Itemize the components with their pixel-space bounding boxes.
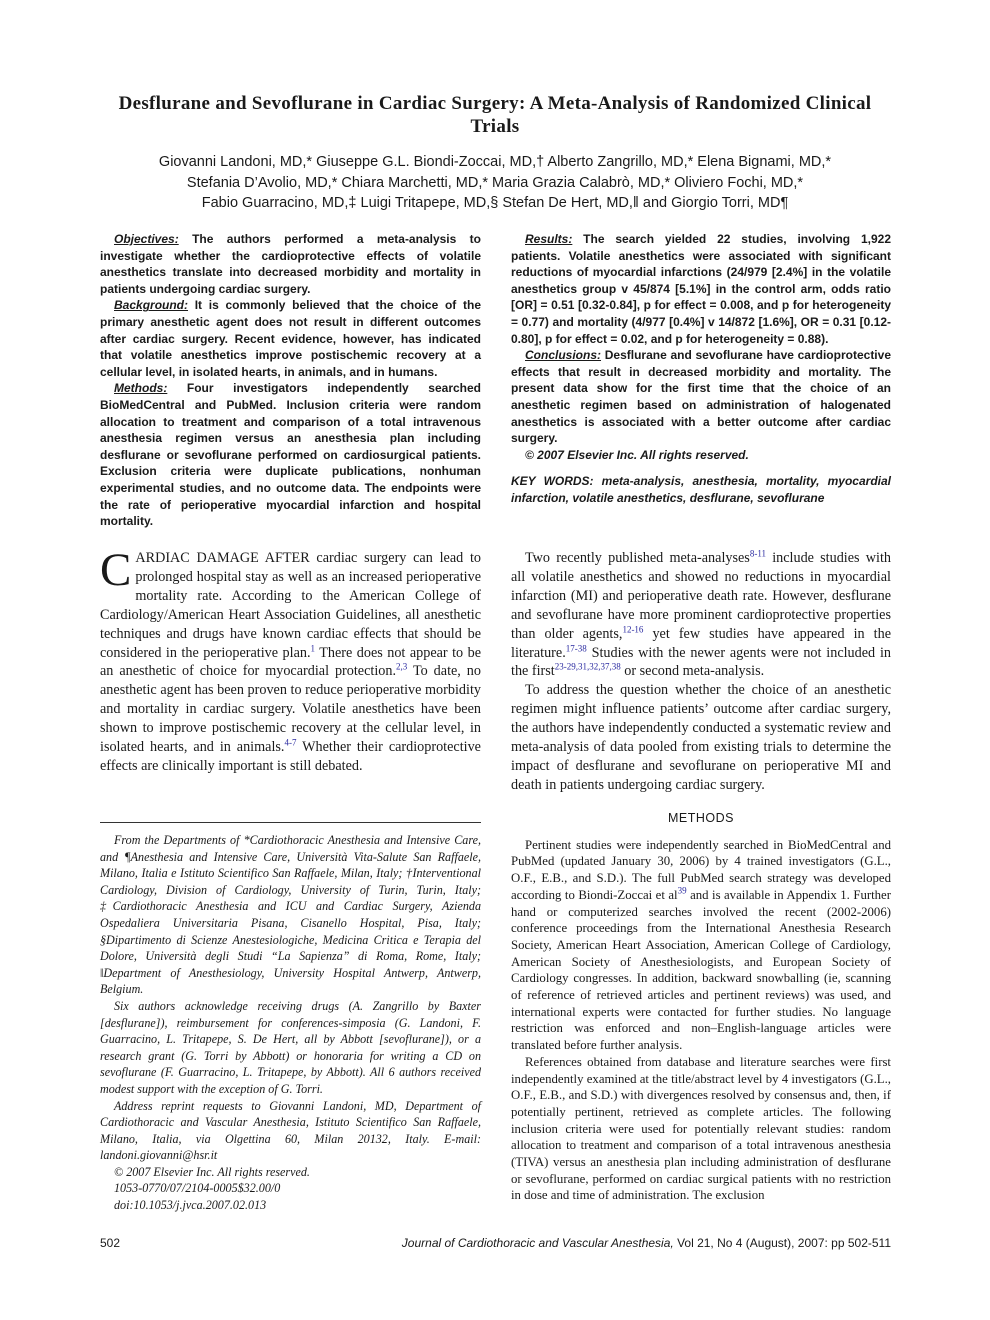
intro-text: There does not appear to be an anesthetic of choice for myocardial protection.	[100, 644, 482, 680]
author-line: Giovanni Landoni, MD,* Giuseppe G.L. Biondi-Zoccai, MD,† Alberto Zangrillo, MD,* Elena Bignami, MD,*	[158, 154, 832, 170]
methods-text: and is available in Appendix 1. Further hand or computerized searches involved the recent (2002-2006) conference proceedings from the International Anesthesia Research Society, American Heart Association, American College of Cardiology, American Society of Anesthesiologists, and European Society of Cardiology congresses. In addition, backward snowballing (ie, scanning of reference of retrieved articles and pertinent reviews) was used, and international experts were contacted for further studies. No language restriction was enforced and non–English-language articles were translated before further analysis.	[511, 887, 892, 1053]
methods-heading: METHODS	[668, 810, 734, 825]
abstract-objectives	[100, 231, 481, 297]
footnotes	[100, 832, 481, 1214]
intro-paragraph: To address the question whether the choice of an anesthetic regimen might influence patients’ outcome after cardiac surgery, the authors have independently conducted a systematic review and meta-analysis of data pooled from existing trials to determine the impact of desflurane and sevoflurane on perioperative MI and death in patients undergoing cardiac surgery.	[511, 682, 891, 793]
author-line: Stefania D’Avolio, MD,* Chiara Marchetti, MD,* Maria Grazia Calabrò, MD,* Oliviero Fochi, MD,*	[186, 174, 804, 191]
issn: 1053-0770/07/2104-0005$32.00/0	[114, 1181, 281, 1196]
citation-link[interactable]: 12-16	[622, 623, 644, 634]
intro-text: Studies with the newer agents were not included in the first	[511, 644, 891, 680]
intro-caps: ARDIAC DAMAGE AFTER	[135, 550, 310, 566]
intro-left	[100, 544, 482, 776]
intro-text: include studies with all volatile anesthetics and showed no reductions in myocardial infarction (MI) and perioperative death rate. However, desflurane and sevoflurane have more prominent cardioprotective properties than older agents,	[511, 550, 891, 642]
methods-label: Methods:	[114, 381, 168, 396]
journal-issue: Vol 21, No 4 (August), 2007: pp 502-511	[673, 1236, 891, 1250]
citation-link[interactable]: 23-29,31,32,37,38	[554, 661, 621, 672]
background-text: It is commonly believed that the choice of the primary anesthetic agent does not result in different outcomes after cardiac surgery. Recent evidence, however, has indicated that volatile anesthetics improve postischemic recovery at a cellular level, in isolated hearts, in animals, and in humans.	[100, 298, 481, 379]
abstract-methods	[100, 380, 481, 529]
methods-text: Pertinent studies were independently searched in BioMedCentral and PubMed (updated January 30, 2006) by 4 trained investigators (G.L., O.F., E.B., and S.D.). The full PubMed search strategy was developed according to Biondi-Zoccai et al	[511, 837, 891, 902]
intro-text: cardiac surgery can lead to prolonged hospital stay as well as an increased perioperative mortality rate. According to the American College of Cardiology/American Heart Association Guidelines, all anesthetic techniques and drugs have known cardiac effects that should be considered in the perioperative plan.	[100, 550, 481, 661]
methods-paragraph: References obtained from database and literature searches were first independently examined at the title/abstract level by 4 investigators (G.L., O.F., E.B., and S.D.) with divergences resolved by consensus and, then, if potentially pertinent, retrieved as complete articles. The following inclusion criteria were used for potentially relevant studies: random allocation to treatment and comparison of a total intravenous anesthesia (TIVA) versus an anesthesia plan including administration of desflurane or sevoflurane, performed on cardiac surgical patients with no restriction in dose and time of administration. The exclusion	[511, 1054, 891, 1203]
citation-link[interactable]: 4-7	[284, 737, 297, 748]
methods-paragraph	[511, 837, 891, 1054]
citation-link[interactable]: 1	[310, 642, 316, 653]
doi[interactable]: doi:10.1053/j.jvca.2007.02.013	[114, 1198, 267, 1213]
journal-citation	[402, 1236, 891, 1250]
author-list	[100, 152, 890, 214]
abstract-results	[511, 231, 891, 347]
methods-text: Four investigators independently searched BioMedCentral and PubMed. Inclusion criteria were random allocation to treatment and comparison of a total intravenous anesthesia regimen versus an anesthesia plan including desflurane or sevoflurane performed on cardiosurgical patients. Exclusion criteria were duplicate publications, nonhuman experimental studies, and no outcome data. The endpoints were the rate of perioperative myocardial infarction and hospital mortality.	[100, 381, 481, 529]
methods-body	[511, 837, 891, 1204]
citation-link[interactable]: 2,3	[396, 661, 408, 672]
conclusions-label: Conclusions:	[525, 348, 602, 363]
citation-link[interactable]: 39	[677, 885, 687, 896]
drop-cap: C	[100, 544, 132, 596]
results-label: Results:	[525, 232, 573, 246]
article-title: Desflurane and Sevoflurane in Cardiac Surgery: A Meta-Analysis of Randomized Clinical Trials	[118, 93, 872, 137]
objectives-label: Objectives:	[114, 232, 179, 246]
citation-link[interactable]: 17-38	[565, 642, 587, 653]
key-words: KEY WORDS: meta-analysis, anesthesia, mortality, myocardial infarction, volatile anesthetics, desflurane, sevoflurane	[511, 474, 891, 505]
intro-right	[511, 549, 891, 1204]
abstract-copyright: © 2007 Elsevier Inc. All rights reserved.	[525, 447, 749, 462]
abstract-left	[100, 231, 481, 530]
page-number: 502	[100, 1236, 121, 1250]
abstract-background	[100, 297, 481, 380]
intro-paragraph	[100, 544, 482, 776]
intro-text: Two recently published meta-analyses	[525, 550, 750, 566]
footnote-copyright: © 2007 Elsevier Inc. All rights reserved.	[114, 1164, 310, 1179]
background-label: Background:	[114, 298, 189, 313]
intro-text: Whether their cardioprotective effects are clinically important is still debated.	[100, 739, 481, 774]
intro-text: To date, no anesthetic agent has been proven to reduce perioperative morbidity and mortality in cardiac surgery. Volatile anesthetics have been shown to improve postischemic recovery at the cellular level, in isolated hearts, and in animals.	[100, 663, 481, 756]
intro-text: or second meta-analysis.	[620, 663, 765, 680]
author-line: Fabio Guarracino, MD,‡ Luigi Tritapepe, MD,§ Stefan De Hert, MD,‖ and Giorgio Torri, MD¶	[201, 195, 789, 211]
journal-name: Journal of Cardiothoracic and Vascular Anesthesia,	[401, 1236, 674, 1250]
footnote-divider	[100, 822, 481, 823]
citation-link[interactable]: 8-11	[749, 548, 766, 559]
abstract-right	[511, 231, 891, 507]
disclosure-note: Six authors acknowledge receiving drugs (A. Zangrillo by Baxter [desflurane]), reimbursement for conferences-simposia (G. Landoni, F. Guarracino, L. Tritapepe, S. De Hert, all by Abbott [sevoflurane]), or a research grant (G. Torri by Abbott) or honoraria for writing a CD on sevoflurane (F. Guarracino, L. Tritapepe, by Abbott). All 6 authors received modest support with the exception of G. Torri.	[100, 998, 481, 1096]
conclusions-text: Desflurane and sevoflurane have cardioprotective effects that result in decreased morbidity and mortality. The present data show for the first time that the choice of an anesthetic regimen based on administration of halogenated anesthetics is associated with a better outcome after cardiac surgery.	[511, 348, 891, 446]
abstract-conclusions	[511, 347, 891, 447]
affiliations-note: From the Departments of *Cardiothoracic Anesthesia and Intensive Care, and ¶Anesthesia and Intensive Care, Università Vita-Salute San Raffaele, Milano, Italia e Istituto Scientifico San Raffaele, Milan, Italy; †Interventional Cardiology, Division of Cardiology, University of Turin, Turin, Italy; ‡Cardiothoracic Anesthesia and ICU and Cardiac Surgery, Azienda Ospedaliera Universitaria Pisana, Cisanello Hospital, Pisa, Italy; §Dipartimento di Scienze Anestesiologiche, Medicina Critica e Terapia del Dolore, Università degli Studi “La Sapienza” di Roma, Rome, Italy; ‖Department of Anesthesiology, University Hospital Antwerp, Antwerp, Belgium.	[100, 833, 481, 997]
address-note: Address reprint requests to Giovanni Landoni, MD, Department of Cardiothoracic and Vascular Anesthesia, Istituto Scientifico San Raffaele, Milano, Italia, via Olgettina 60, Milan 20132, Italy. E-mail: landoni.giovanni@hsr.it	[100, 1098, 481, 1163]
objectives-text: The authors performed a meta-analysis to investigate whether the cardioprotective effects of volatile anesthetics translate into decreased morbidity and mortality in patients undergoing cardiac surgery.	[100, 232, 481, 296]
intro-text: yet few studies have appeared in the literature.	[511, 625, 891, 661]
results-text: The search yielded 22 studies, involving 1,922 patients. Volatile anesthetics were associated with significant reductions of myocardial infarctions (24/979 [2.4%] in the volatile anesthetics group v 45/874 [5.1%] in the control arm, odds ratio [OR] = 0.51 [0.32-0.84], p for effect = 0.008, and p for heterogeneity = 0.77) and mortality (4/977 [0.4%] v 14/872 [1.6%], OR = 0.31 [0.12-0.80], p for effect = 0.02, and p for heterogeneity = 0.88).	[511, 232, 891, 346]
intro-paragraph	[511, 549, 891, 681]
